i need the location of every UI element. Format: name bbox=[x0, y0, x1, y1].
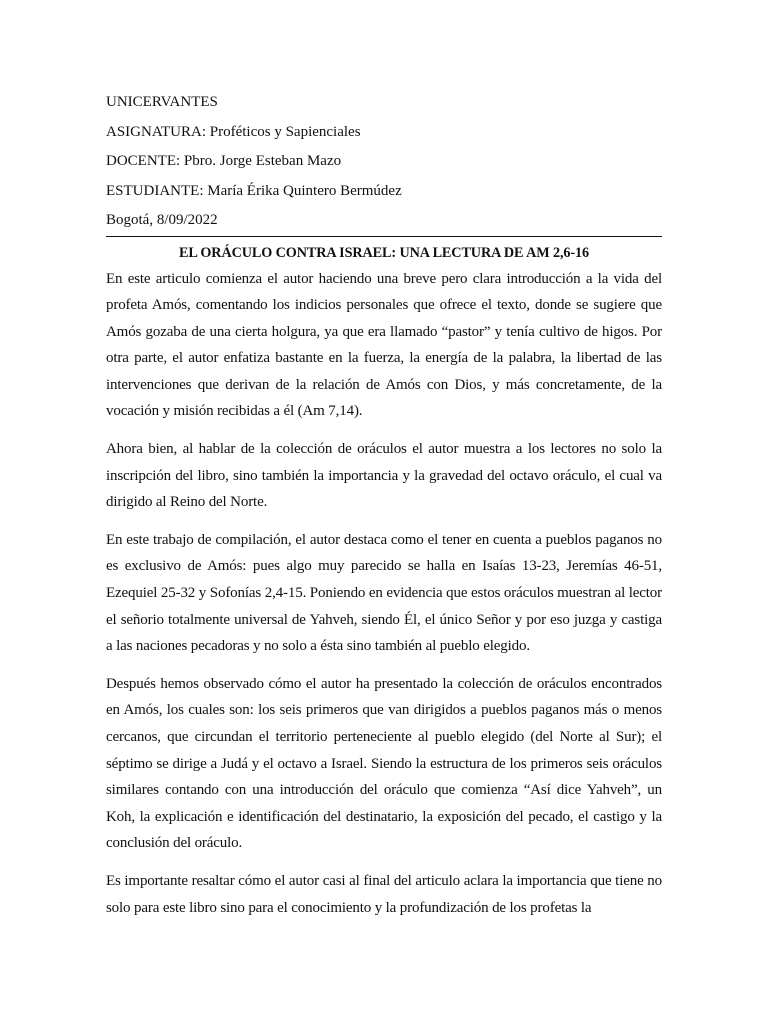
header-divider bbox=[106, 236, 662, 237]
paragraph-3: En este trabajo de compilación, el autor destaca como el tener en cuenta a pueblos paganos no es exclusivo de Amós: pues algo muy parecido se halla en Isaías 13-23, Jeremías 46-51, Ezequiel 25-32 y Sofonías 2,4-15. Poniendo en evidencia que estos oráculos muestran al lector el señorio totalmente universal de Yahveh, siendo Él, el único Señor y por eso juzga y castiga a las naciones pecadoras y no solo a ésta sino también al pueblo elegido. bbox=[106, 531, 662, 655]
date-line: Bogotá, 8/09/2022 bbox=[106, 212, 218, 228]
paragraph-1: En este articulo comienza el autor haciendo una breve pero clara introducción a la vida del profeta Amós, comentando los indicios personales que ofrece el texto, donde se sugiere que Amós gozaba de una cierta holgura, ya que era llamado “pastor” y tenía cultivo de higos. Por otra parte, el autor enfatiza bastante en la fuerza, la energía de la palabra, la libertad de las intervenciones que derivan de la relación de Amós con Dios, y más concretamente, de la vocación y misión recibidas a él (Am 7,14). bbox=[106, 270, 662, 420]
document-title: EL ORÁCULO CONTRA ISRAEL: UNA LECTURA DE AM 2,6-16 bbox=[178, 244, 590, 261]
paragraph-4: Después hemos observado cómo el autor ha presentado la colección de oráculos encontrados en Amós, los cuales son: los seis primeros que van dirigidos a pueblos paganos más o menos cercanos, que circundan el territorio perteneciente al pueblo elegido (del Norte al Sur); el séptimo se dirige a Judá y el octavo a Israel. Siendo la estructura de los primeros seis oráculos similares contando con una introducción del oráculo que comienza “Así dice Yahveh”, un Koh, la explicación e identificación del destinatario, la exposición del pecado, el castigo y la conclusión del oráculo. bbox=[106, 675, 662, 852]
teacher-line: DOCENTE: Pbro. Jorge Esteban Mazo bbox=[106, 153, 342, 169]
paragraph-5: Es importante resaltar cómo el autor casi al final del articulo aclara la importancia que tiene no solo para este libro sino para el conocimiento y la profundización de los profetas la bbox=[106, 872, 662, 916]
student-line: ESTUDIANTE: María Érika Quintero Bermúdez bbox=[106, 182, 402, 199]
paragraph-2: Ahora bien, al hablar de la colección de oráculos el autor muestra a los lectores no solo la inscripción del libro, sino también la importancia y la gravedad del octavo oráculo, el cual va dirigido al Reino del Norte. bbox=[106, 441, 662, 511]
subject-line: ASIGNATURA: Proféticos y Sapienciales bbox=[106, 123, 361, 140]
document-page bbox=[106, 88, 662, 932]
institution-name: UNICERVANTES bbox=[106, 94, 218, 110]
